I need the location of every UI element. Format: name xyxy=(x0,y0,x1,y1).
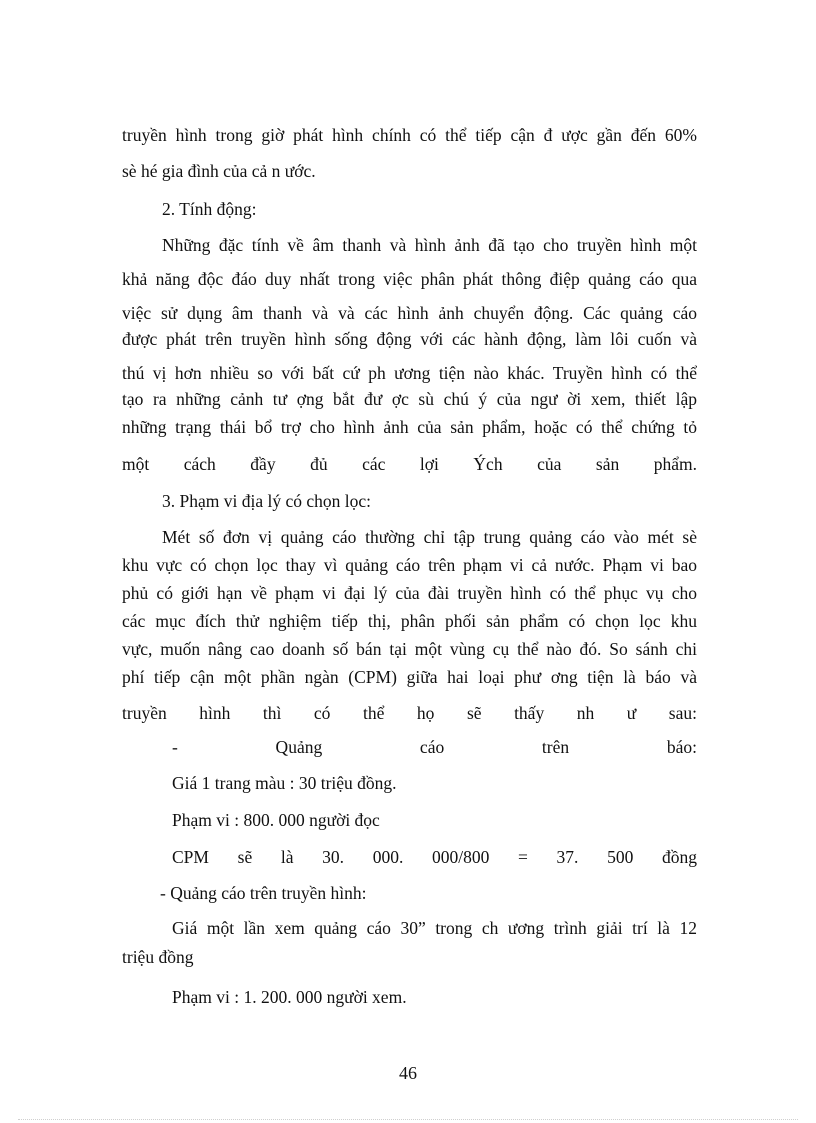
text-line: khả năng độc đáo duy nhất trong việc phân phát thông điệp quảng cáo qua xyxy=(122,269,697,289)
text-line: - Quảng cáo trên báo: xyxy=(172,737,697,757)
text-line: Những đặc tính về âm thanh và hình ảnh đã tạo cho truyền hình một xyxy=(162,235,697,255)
text-line: các mục đích thử nghiệm tiếp thị, phân phối sản phẩm có chọn lọc khu xyxy=(122,611,697,631)
text-line: truyền hình trong giờ phát hình chính có thể tiếp cận đ ược gần đến 60% xyxy=(122,125,697,145)
text-line: một cách đầy đủ các lợi Ých của sản phẩm. xyxy=(122,454,697,474)
text-line: Phạm vi : 800. 000 người đọc xyxy=(172,810,380,830)
text-line: sè hé gia đình của cả n ước. xyxy=(122,161,316,181)
text-line: CPM sẽ là 30. 000. 000/800 = 37. 500 đồng xyxy=(172,847,697,867)
text-line: khu vực có chọn lọc thay vì quảng cáo trên phạm vi cả nước. Phạm vi bao xyxy=(122,555,697,575)
text-line: truyền hình thì có thể họ sẽ thấy nh ư sau: xyxy=(122,703,697,723)
text-line: thú vị hơn nhiều so với bất cứ ph ương tiện nào khác. Truyền hình có thể xyxy=(122,363,697,383)
text-line: Mét số đơn vị quảng cáo thường chỉ tập trung quảng cáo vào mét sè xyxy=(162,527,697,547)
text-line: những trạng thái bổ trợ cho hình ảnh của sản phẩm, hoặc có thể chứng tỏ xyxy=(122,417,697,437)
text-line: được phát trên truyền hình sống động với các hành động, làm lôi cuốn và xyxy=(122,329,697,349)
text-line: Phạm vi : 1. 200. 000 người xem. xyxy=(172,987,407,1007)
text-line: việc sử dụng âm thanh và và các hình ảnh chuyển động. Các quảng cáo xyxy=(122,303,697,323)
section-heading: 2. Tính động: xyxy=(162,199,257,219)
page-number: 46 xyxy=(399,1063,417,1083)
text-line: triệu đồng xyxy=(122,947,194,967)
text-line: phủ có giới hạn về phạm vi đại lý của đài truyền hình có thể phục vụ cho xyxy=(122,583,697,603)
section-heading: 3. Phạm vi địa lý có chọn lọc: xyxy=(162,491,371,511)
text-line: Giá một lần xem quảng cáo 30” trong ch ương trình giải trí là 12 xyxy=(172,918,697,938)
text-line: phí tiếp cận một phần ngàn (CPM) giữa hai loại phư ơng tiện là báo và xyxy=(122,667,697,687)
text-line: - Quảng cáo trên truyền hình: xyxy=(160,883,367,903)
text-line: tạo ra những cảnh tư ợng bắt đư ợc sù chú ý của ngư ời xem, thiết lập xyxy=(122,389,697,409)
footer-divider xyxy=(18,1119,798,1120)
text-line: vực, muốn nâng cao doanh số bán tại một vùng cụ thể nào đó. So sánh chi xyxy=(122,639,697,659)
text-line: Giá 1 trang màu : 30 triệu đồng. xyxy=(172,773,397,793)
